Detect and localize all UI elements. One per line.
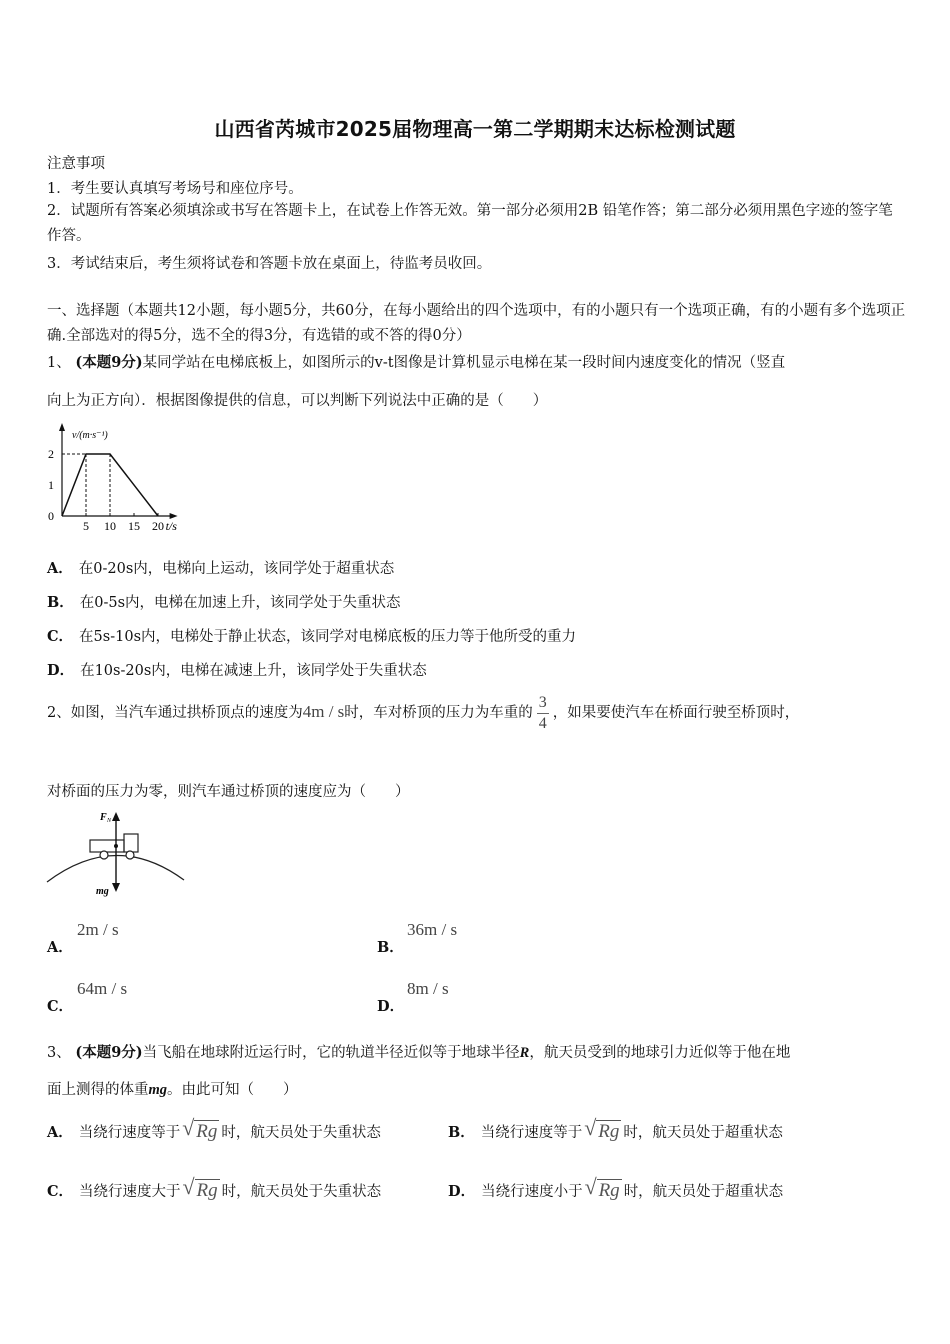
x-tick-label: 15 bbox=[128, 519, 140, 533]
q3-option-b-label: B． bbox=[448, 1124, 475, 1141]
q3-option-a-pre: 当绕行速度等于 bbox=[78, 1125, 181, 1141]
q3-option-c-post: 时，航天员处于失重状态 bbox=[221, 1184, 382, 1200]
q2-stem-a: 如图，当汽车通过拱桥顶点的速度为 bbox=[70, 705, 303, 721]
q3-option-c-label: C． bbox=[47, 1183, 74, 1200]
radicand: Rg bbox=[196, 1180, 218, 1201]
x-tick-label: 10 bbox=[104, 519, 116, 533]
q2-frac-den: 4 bbox=[538, 714, 547, 732]
q2-stem-b: 时，车对桥顶的压力为车重的 bbox=[344, 705, 533, 721]
q2-stem-c: ，如果要使汽车在桥面行驶至桥顶时， bbox=[552, 705, 800, 721]
q3-option-b bbox=[448, 1114, 783, 1151]
page-title: 山西省芮城市2025届物理高一第二学期期末达标检测试题 bbox=[214, 117, 736, 141]
radicand: Rg bbox=[196, 1121, 218, 1142]
q3-var-r: R bbox=[519, 1045, 530, 1061]
q2-option-b-label: B． bbox=[377, 939, 404, 956]
q2-option-d-label: D． bbox=[377, 998, 405, 1015]
notice-item-1: 1．考生要认真填写考场号和座位序号。 bbox=[47, 181, 303, 197]
y-tick-label: 0 bbox=[48, 509, 54, 523]
q3-stem-a: 当飞船在地球附近运行时，它的轨道半径近似等于地球半径 bbox=[142, 1045, 520, 1061]
sqrt-rg-b bbox=[584, 1114, 621, 1150]
q3-option-c-pre: 当绕行速度大于 bbox=[79, 1184, 181, 1200]
q3-option-d bbox=[448, 1173, 783, 1210]
q1-option-b bbox=[47, 591, 401, 612]
notice-item-3: 3．考试结束后，考生须将试卷和答题卡放在桌面上，待监考员收回。 bbox=[47, 256, 492, 272]
q3-stem-c: 面上测得的体重 bbox=[47, 1082, 149, 1098]
fn-arrow bbox=[112, 812, 120, 821]
q1-option-a-label: A． bbox=[47, 560, 73, 577]
q3-option-d-post: 时，航天员处于超重状态 bbox=[623, 1184, 784, 1200]
q2-number: 2、 bbox=[47, 705, 71, 721]
q2-option-b-value: 36m / s bbox=[407, 920, 458, 939]
q3-stem-b: ，航天员受到的地球引力近似等于他在地 bbox=[529, 1045, 791, 1061]
q1-option-c-text: 在5s-10s内，电梯处于静止状态，该同学对电梯底板的压力等于他所受的重力 bbox=[79, 629, 577, 645]
y-axis-label: v/(m·s⁻¹) bbox=[72, 430, 108, 441]
q1-option-d-text: 在10s-20s内，电梯在减速上升，该同学处于失重状态 bbox=[80, 663, 427, 679]
q3-var-mg: mg bbox=[148, 1082, 168, 1098]
q2-option-a-label: A． bbox=[47, 939, 73, 956]
q3-score: (本题9分) bbox=[75, 1044, 143, 1061]
q2-stem-line2: 对桥面的压力为零，则汽车通过桥顶的速度应为（ ） bbox=[47, 784, 410, 800]
q2-option-c-value: 64m / s bbox=[77, 979, 128, 998]
q1-vt-chart bbox=[40, 420, 230, 540]
q3-option-b-pre: 当绕行速度等于 bbox=[480, 1125, 583, 1141]
q2-fraction bbox=[537, 693, 549, 734]
truck-wheel-rear bbox=[100, 851, 108, 859]
q3-option-b-post: 时，航天员处于超重状态 bbox=[623, 1125, 783, 1141]
notice-heading: 注意事项 bbox=[47, 156, 105, 172]
q1-score: (本题9分) bbox=[75, 354, 143, 371]
q2-stem-line1 bbox=[47, 692, 799, 734]
q3-stem-line2 bbox=[47, 1078, 298, 1099]
q1-option-b-label: B． bbox=[47, 594, 74, 611]
q3-stem-line1 bbox=[47, 1041, 790, 1062]
truck-wheel-front bbox=[126, 851, 134, 859]
section-intro: 一、选择题（本题共12小题，每小题5分，共60分，在每小题给出的四个选项中，有的小题只有一个选项正确，有的小题有多个选项正确.全部选对的得5分，选不全的得3分，有选错的或不答的得0分） bbox=[47, 303, 906, 344]
q1-option-d-label: D． bbox=[47, 662, 75, 679]
q1-stem-line1 bbox=[47, 351, 785, 372]
mg-arrow bbox=[112, 883, 120, 892]
truck-cab bbox=[124, 834, 138, 852]
mg-label: mg bbox=[96, 886, 109, 897]
q3-option-a bbox=[47, 1114, 381, 1151]
q2-option-a-value: 2m / s bbox=[77, 920, 119, 939]
q3-option-d-label: D． bbox=[448, 1183, 476, 1200]
q3-number: 3、 bbox=[47, 1045, 71, 1061]
sqrt-sign-icon: √ bbox=[182, 1174, 195, 1199]
q3-option-a-label: A． bbox=[47, 1124, 73, 1141]
q1-option-a bbox=[47, 557, 394, 578]
y-tick-label: 2 bbox=[48, 447, 54, 461]
radicand: Rg bbox=[598, 1180, 620, 1201]
x-tick-label: 20 bbox=[152, 519, 164, 533]
center-of-mass bbox=[114, 844, 118, 848]
x-tick-label: 5 bbox=[83, 519, 89, 533]
sqrt-sign-icon: √ bbox=[584, 1115, 597, 1140]
q3-option-a-post: 时，航天员处于失重状态 bbox=[221, 1125, 381, 1141]
q1-stem-line2: 向上为正方向）．根据图像提供的信息，可以判断下列说法中正确的是（ ） bbox=[47, 393, 548, 409]
vt-axes bbox=[48, 423, 178, 533]
fn-label: F bbox=[100, 812, 107, 823]
q1-stem-a: 某同学站在电梯底板上，如图所示的v-t图像是计算机显示电梯在某一段时间内速度变化的情况（竖直 bbox=[142, 355, 786, 371]
sqrt-sign-icon: √ bbox=[182, 1115, 195, 1140]
q2-speed: 4m / s bbox=[302, 702, 345, 721]
q3-stem-d: 。由此可知（ ） bbox=[167, 1082, 298, 1098]
q3-option-c bbox=[47, 1173, 381, 1210]
q2-option-d-value: 8m / s bbox=[407, 979, 449, 998]
truck-body bbox=[90, 840, 124, 852]
fn-sub-label: N bbox=[107, 818, 112, 824]
y-axis-arrow bbox=[59, 423, 65, 431]
q2-option-c-label: C． bbox=[47, 998, 74, 1015]
sqrt-rg-d bbox=[585, 1173, 622, 1209]
q1-option-b-text: 在0-5s内，电梯在加速上升，该同学处于失重状态 bbox=[79, 595, 401, 611]
sqrt-rg-c bbox=[183, 1173, 220, 1209]
q2-frac-num: 3 bbox=[537, 693, 549, 714]
q1-number: 1、 bbox=[47, 355, 71, 371]
q1-option-d bbox=[47, 659, 427, 680]
radicand: Rg bbox=[598, 1121, 620, 1142]
notice-item-2: 2．试题所有答案必须填涂或书写在答题卡上，在试卷上作答无效。第一部分必须用2B 铅笔作答；第二部分必须用黑色字迹的签字笔作答。 bbox=[47, 203, 893, 244]
vt-marks bbox=[62, 454, 158, 516]
y-tick-label: 1 bbox=[48, 478, 54, 492]
q2-bridge-figure bbox=[44, 808, 189, 900]
q1-option-c-label: C． bbox=[47, 628, 74, 645]
sqrt-sign-icon: √ bbox=[584, 1174, 597, 1199]
q3-option-d-pre: 当绕行速度小于 bbox=[481, 1184, 583, 1200]
q1-option-c bbox=[47, 625, 576, 646]
q1-option-a-text: 在0-20s内，电梯向上运动，该同学处于超重状态 bbox=[78, 561, 395, 577]
x-axis-label: t/s bbox=[165, 519, 177, 533]
sqrt-rg-a bbox=[182, 1114, 219, 1150]
